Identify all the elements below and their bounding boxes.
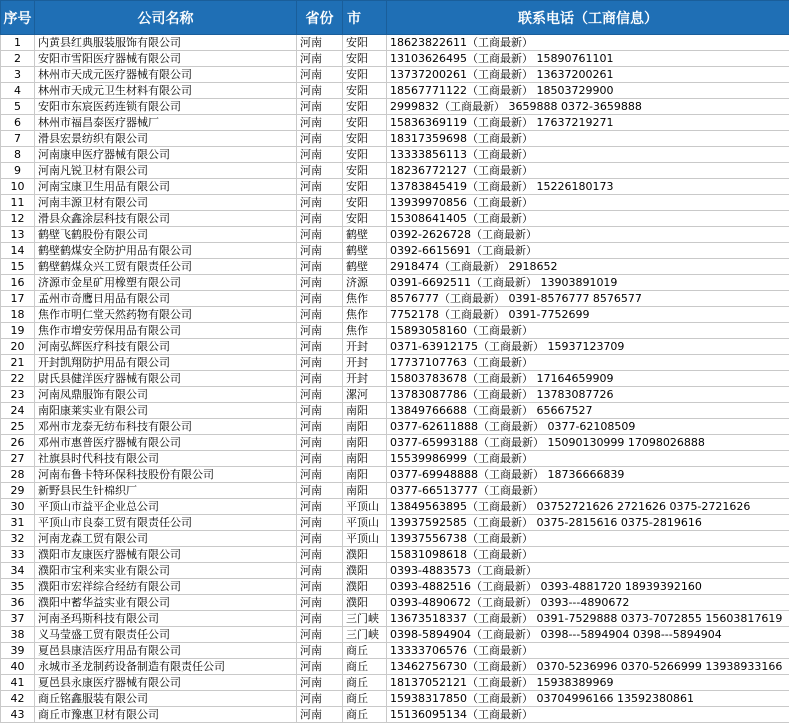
cell-company[interactable]: 鹤壁飞鹤股份有限公司 [35,227,297,243]
cell-province[interactable]: 河南 [297,499,343,515]
cell-seq[interactable]: 36 [1,595,35,611]
table-row [1,339,789,355]
cell-seq[interactable]: 32 [1,531,35,547]
cell-company[interactable]: 河南布鲁卡特环保科技股份有限公司 [35,467,297,483]
cell-province[interactable]: 河南 [297,547,343,563]
cell-phone[interactable]: 15831098618（工商最新） [387,547,789,563]
cell-company[interactable]: 河南弘辉医疗科技有限公司 [35,339,297,355]
cell-seq[interactable]: 20 [1,339,35,355]
cell-phone[interactable]: 0392-6615691（工商最新） [387,243,789,259]
cell-phone[interactable]: 0391-6692511（工商最新） 13903891019 [387,275,789,291]
cell-phone[interactable]: 0377-69948888（工商最新） 18736666839 [387,467,789,483]
header-phone[interactable]: 联系电话（工商信息） [387,1,789,35]
cell-city[interactable]: 焦作 [343,323,387,339]
cell-city[interactable]: 鹤壁 [343,243,387,259]
table-row [1,659,789,675]
cell-province[interactable]: 河南 [297,451,343,467]
cell-seq[interactable]: 6 [1,115,35,131]
cell-seq[interactable]: 29 [1,483,35,499]
cell-phone[interactable]: 13937592585（工商最新） 0375-2815616 0375-2819616 [387,515,789,531]
cell-company[interactable]: 尉氏县健洋医疗器械有限公司 [35,371,297,387]
table-row [1,483,789,499]
table-row [1,275,789,291]
cell-city[interactable]: 商丘 [343,659,387,675]
cell-city[interactable]: 开封 [343,339,387,355]
cell-seq[interactable]: 13 [1,227,35,243]
table-row [1,419,789,435]
cell-company[interactable]: 濮阳中蓄华益实业有限公司 [35,595,297,611]
cell-phone[interactable]: 13849563895（工商最新） 03752721626 2721626 0375-2721626 [387,499,789,515]
cell-phone[interactable]: 0393-4883573（工商最新） [387,563,789,579]
cell-phone[interactable]: 18317359698（工商最新） [387,131,789,147]
cell-seq[interactable]: 12 [1,211,35,227]
cell-company[interactable]: 夏邑县永康医疗器械有限公司 [35,675,297,691]
cell-province[interactable]: 河南 [297,67,343,83]
table-row [1,627,789,643]
cell-company[interactable]: 开封凯翔防护用品有限公司 [35,355,297,371]
table-row [1,115,789,131]
cell-phone[interactable]: 15136095134（工商最新） [387,707,789,723]
cell-city[interactable]: 济源 [343,275,387,291]
cell-city[interactable]: 安阳 [343,83,387,99]
cell-company[interactable]: 安阳市东宸医药连锁有限公司 [35,99,297,115]
cell-seq[interactable]: 17 [1,291,35,307]
cell-province[interactable]: 河南 [297,307,343,323]
cell-city[interactable]: 商丘 [343,707,387,723]
cell-province[interactable]: 河南 [297,483,343,499]
cell-phone[interactable]: 2999832（工商最新） 3659888 0372-3659888 [387,99,789,115]
cell-phone[interactable]: 13333706576（工商最新） [387,643,789,659]
cell-city[interactable]: 安阳 [343,131,387,147]
cell-company[interactable]: 河南凤鼎服饰有限公司 [35,387,297,403]
cell-phone[interactable]: 13937556738（工商最新） [387,531,789,547]
table-row [1,691,789,707]
cell-province[interactable]: 河南 [297,163,343,179]
cell-phone[interactable]: 2918474（工商最新） 2918652 [387,259,789,275]
cell-seq[interactable]: 18 [1,307,35,323]
table-row [1,147,789,163]
cell-company[interactable]: 河南康申医疗器械有限公司 [35,147,297,163]
cell-phone[interactable]: 13333856113（工商最新） [387,147,789,163]
cell-seq[interactable]: 33 [1,547,35,563]
cell-seq[interactable]: 19 [1,323,35,339]
cell-province[interactable]: 河南 [297,83,343,99]
cell-province[interactable]: 河南 [297,659,343,675]
table-row [1,547,789,563]
cell-city[interactable]: 鹤壁 [343,259,387,275]
header-row [1,1,789,35]
cell-company[interactable]: 新野县民生针棉织厂 [35,483,297,499]
table-row [1,451,789,467]
cell-seq[interactable]: 25 [1,419,35,435]
cell-province[interactable]: 河南 [297,419,343,435]
cell-province[interactable]: 河南 [297,179,343,195]
cell-province[interactable]: 河南 [297,707,343,723]
cell-city[interactable]: 开封 [343,371,387,387]
table-row [1,195,789,211]
cell-phone[interactable]: 0377-66513777（工商最新） [387,483,789,499]
cell-province[interactable]: 河南 [297,195,343,211]
cell-seq[interactable]: 43 [1,707,35,723]
cell-company[interactable]: 河南宝康卫生用品有限公司 [35,179,297,195]
cell-province[interactable]: 河南 [297,115,343,131]
cell-province[interactable]: 河南 [297,99,343,115]
table-row [1,51,789,67]
cell-seq[interactable]: 38 [1,627,35,643]
cell-province[interactable]: 河南 [297,595,343,611]
cell-phone[interactable]: 18236772127（工商最新） [387,163,789,179]
cell-province[interactable]: 河南 [297,51,343,67]
cell-city[interactable]: 开封 [343,355,387,371]
cell-company[interactable]: 滑县众鑫涂层科技有限公司 [35,211,297,227]
cell-seq[interactable]: 23 [1,387,35,403]
cell-phone[interactable]: 0393-4890672（工商最新） 0393---4890672 [387,595,789,611]
table-row [1,163,789,179]
cell-phone[interactable]: 18567771122（工商最新） 18503729900 [387,83,789,99]
table-row [1,707,789,723]
cell-company[interactable]: 南阳康莱实业有限公司 [35,403,297,419]
cell-phone[interactable]: 13462756730（工商最新） 0370-5236996 0370-5266999 13938933166 [387,659,789,675]
cell-province[interactable]: 河南 [297,147,343,163]
cell-phone[interactable]: 7752178（工商最新） 0391-7752699 [387,307,789,323]
cell-province[interactable]: 河南 [297,643,343,659]
table-row [1,595,789,611]
cell-province[interactable]: 河南 [297,131,343,147]
cell-phone[interactable]: 13103626495（工商最新） 15890761101 [387,51,789,67]
cell-city[interactable]: 安阳 [343,147,387,163]
table-row [1,371,789,387]
cell-city[interactable]: 南阳 [343,467,387,483]
cell-city[interactable]: 焦作 [343,307,387,323]
cell-company[interactable]: 社旗县时代科技有限公司 [35,451,297,467]
table-row [1,211,789,227]
table-row [1,323,789,339]
cell-company[interactable]: 商丘市豫惠卫材有限公司 [35,707,297,723]
cell-province[interactable]: 河南 [297,35,343,51]
cell-province[interactable]: 河南 [297,531,343,547]
cell-city[interactable]: 安阳 [343,115,387,131]
table-row [1,643,789,659]
cell-company[interactable]: 焦作市明仁堂天然药物有限公司 [35,307,297,323]
cell-province[interactable]: 河南 [297,291,343,307]
cell-seq[interactable]: 37 [1,611,35,627]
cell-company[interactable]: 林州市天成元医疗器械有限公司 [35,67,297,83]
cell-city[interactable]: 安阳 [343,67,387,83]
cell-province[interactable]: 河南 [297,387,343,403]
cell-city[interactable]: 平顶山 [343,531,387,547]
cell-seq[interactable]: 39 [1,643,35,659]
cell-city[interactable]: 南阳 [343,483,387,499]
cell-city[interactable]: 安阳 [343,163,387,179]
table-row [1,67,789,83]
table-row [1,291,789,307]
cell-seq[interactable]: 3 [1,67,35,83]
cell-city[interactable]: 漯河 [343,387,387,403]
cell-province[interactable]: 河南 [297,371,343,387]
cell-seq[interactable]: 22 [1,371,35,387]
cell-company[interactable]: 林州市福昌泰医疗器械厂 [35,115,297,131]
cell-company[interactable]: 邓州市龙泰无纺布科技有限公司 [35,419,297,435]
table-row [1,355,789,371]
cell-seq[interactable]: 14 [1,243,35,259]
cell-province[interactable]: 河南 [297,435,343,451]
cell-seq[interactable]: 26 [1,435,35,451]
cell-phone[interactable]: 0377-62611888（工商最新） 0377-62108509 [387,419,789,435]
cell-city[interactable]: 安阳 [343,99,387,115]
cell-company[interactable]: 林州市天成元卫生材料有限公司 [35,83,297,99]
cell-province[interactable]: 河南 [297,323,343,339]
table-row [1,531,789,547]
table-row [1,259,789,275]
cell-phone[interactable]: 17737107763（工商最新） [387,355,789,371]
cell-seq[interactable]: 42 [1,691,35,707]
cell-city[interactable]: 商丘 [343,643,387,659]
cell-seq[interactable]: 1 [1,35,35,51]
cell-seq[interactable]: 2 [1,51,35,67]
cell-city[interactable]: 平顶山 [343,499,387,515]
cell-phone[interactable]: 18623822611（工商最新） [387,35,789,51]
cell-city[interactable]: 濮阳 [343,595,387,611]
cell-phone[interactable]: 0398-5894904（工商最新） 0398---5894904 0398---5894904 [387,627,789,643]
table-row [1,387,789,403]
table-row [1,243,789,259]
cell-company[interactable]: 河南圣玛斯科技有限公司 [35,611,297,627]
cell-seq[interactable]: 24 [1,403,35,419]
cell-phone[interactable]: 13783087786（工商最新） 13783087726 [387,387,789,403]
cell-province[interactable]: 河南 [297,339,343,355]
cell-province[interactable]: 河南 [297,227,343,243]
table-row [1,35,789,51]
cell-city[interactable]: 焦作 [343,291,387,307]
table-row [1,499,789,515]
cell-seq[interactable]: 9 [1,163,35,179]
table-row [1,467,789,483]
table-row [1,131,789,147]
cell-city[interactable]: 安阳 [343,179,387,195]
cell-seq[interactable]: 31 [1,515,35,531]
cell-company[interactable]: 平顶山市良泰工贸有限责任公司 [35,515,297,531]
cell-seq[interactable]: 5 [1,99,35,115]
cell-seq[interactable]: 7 [1,131,35,147]
cell-phone[interactable]: 15938317850（工商最新） 03704996166 13592380861 [387,691,789,707]
cell-city[interactable]: 濮阳 [343,579,387,595]
cell-city[interactable]: 南阳 [343,435,387,451]
cell-city[interactable]: 安阳 [343,211,387,227]
cell-seq[interactable]: 16 [1,275,35,291]
cell-seq[interactable]: 28 [1,467,35,483]
table-row [1,227,789,243]
cell-province[interactable]: 河南 [297,259,343,275]
cell-phone[interactable]: 15308641405（工商最新） [387,211,789,227]
cell-company[interactable]: 河南凡锐卫材有限公司 [35,163,297,179]
cell-seq[interactable]: 10 [1,179,35,195]
cell-phone[interactable]: 15836369119（工商最新） 17637219271 [387,115,789,131]
header-province[interactable]: 省份 [297,1,343,35]
cell-seq[interactable]: 15 [1,259,35,275]
table-row [1,403,789,419]
cell-city[interactable]: 鹤壁 [343,227,387,243]
cell-company[interactable]: 濮阳市友康医疗器械有限公司 [35,547,297,563]
cell-company[interactable]: 义马莹盛工贸有限责任公司 [35,627,297,643]
cell-phone[interactable]: 13737200261（工商最新） 13637200261 [387,67,789,83]
cell-company[interactable]: 夏邑县康洁医疗用品有限公司 [35,643,297,659]
cell-city[interactable]: 南阳 [343,451,387,467]
cell-phone[interactable]: 15539986999（工商最新） [387,451,789,467]
cell-phone[interactable]: 13783845419（工商最新） 15226180173 [387,179,789,195]
cell-city[interactable]: 南阳 [343,403,387,419]
table-row [1,515,789,531]
header-city[interactable]: 市 [343,1,387,35]
cell-company[interactable]: 河南丰源卫材有限公司 [35,195,297,211]
cell-city[interactable]: 濮阳 [343,547,387,563]
cell-company[interactable]: 鹤壁鹤煤安全防护用品有限公司 [35,243,297,259]
cell-seq[interactable]: 27 [1,451,35,467]
cell-company[interactable]: 邓州市惠普医疗器械有限公司 [35,435,297,451]
cell-company[interactable]: 济源市金星矿用橡塑有限公司 [35,275,297,291]
cell-province[interactable]: 河南 [297,355,343,371]
cell-phone[interactable]: 13673518337（工商最新） 0391-7529888 0373-7072855 15603817619 [387,611,789,627]
header-company[interactable]: 公司名称 [35,1,297,35]
table-body [1,35,789,723]
cell-province[interactable]: 河南 [297,275,343,291]
cell-province[interactable]: 河南 [297,515,343,531]
table-row [1,99,789,115]
cell-company[interactable]: 平顶山市益平企业总公司 [35,499,297,515]
cell-phone[interactable]: 0392-2626728（工商最新） [387,227,789,243]
cell-province[interactable]: 河南 [297,211,343,227]
cell-province[interactable]: 河南 [297,243,343,259]
cell-phone[interactable]: 15893058160（工商最新） [387,323,789,339]
cell-province[interactable]: 河南 [297,563,343,579]
cell-company[interactable]: 焦作市增安劳保用品有限公司 [35,323,297,339]
cell-city[interactable]: 濮阳 [343,563,387,579]
cell-seq[interactable]: 35 [1,579,35,595]
cell-city[interactable]: 平顶山 [343,515,387,531]
cell-seq[interactable]: 41 [1,675,35,691]
table-row [1,675,789,691]
cell-seq[interactable]: 21 [1,355,35,371]
table-row [1,83,789,99]
cell-province[interactable]: 河南 [297,579,343,595]
table-row [1,579,789,595]
table-row [1,563,789,579]
cell-city[interactable]: 三门峡 [343,611,387,627]
table-row [1,179,789,195]
cell-city[interactable]: 商丘 [343,691,387,707]
cell-phone[interactable]: 13849766688（工商最新） 65667527 [387,403,789,419]
cell-company[interactable]: 濮阳市宏祥综合经纺有限公司 [35,579,297,595]
cell-company[interactable]: 商丘铭鑫服装有限公司 [35,691,297,707]
cell-province[interactable]: 河南 [297,675,343,691]
cell-seq[interactable]: 34 [1,563,35,579]
cell-city[interactable]: 安阳 [343,51,387,67]
header-seq[interactable]: 序号 [1,1,35,35]
cell-province[interactable]: 河南 [297,611,343,627]
cell-company[interactable]: 鹤壁鹤煤众兴工贸有限责任公司 [35,259,297,275]
cell-company[interactable]: 内黄县红典服装服饰有限公司 [35,35,297,51]
cell-city[interactable]: 商丘 [343,675,387,691]
cell-phone[interactable]: 0371-63912175（工商最新） 15937123709 [387,339,789,355]
cell-company[interactable]: 永城市圣龙制药设备制造有限责任公司 [35,659,297,675]
cell-province[interactable]: 河南 [297,467,343,483]
cell-company[interactable]: 孟州市奇鹰日用品有限公司 [35,291,297,307]
table-row [1,435,789,451]
table-row [1,307,789,323]
cell-company[interactable]: 河南龙森工贸有限公司 [35,531,297,547]
cell-city[interactable]: 安阳 [343,35,387,51]
cell-province[interactable]: 河南 [297,691,343,707]
cell-city[interactable]: 三门峡 [343,627,387,643]
cell-phone[interactable]: 0393-4882516（工商最新） 0393-4881720 18939392160 [387,579,789,595]
cell-company[interactable]: 濮阳市宝利来实业有限公司 [35,563,297,579]
cell-province[interactable]: 河南 [297,403,343,419]
cell-phone[interactable]: 15803783678（工商最新） 17164659909 [387,371,789,387]
cell-company[interactable]: 滑县宏景纺织有限公司 [35,131,297,147]
cell-seq[interactable]: 8 [1,147,35,163]
cell-seq[interactable]: 30 [1,499,35,515]
cell-province[interactable]: 河南 [297,627,343,643]
cell-seq[interactable]: 4 [1,83,35,99]
cell-city[interactable]: 南阳 [343,419,387,435]
cell-phone[interactable]: 0377-65993188（工商最新） 15090130999 17098026888 [387,435,789,451]
cell-seq[interactable]: 40 [1,659,35,675]
cell-city[interactable]: 安阳 [343,195,387,211]
cell-company[interactable]: 安阳市雪阳医疗器械有限公司 [35,51,297,67]
table-row [1,611,789,627]
cell-phone[interactable]: 8576777（工商最新） 0391-8576777 8576577 [387,291,789,307]
cell-phone[interactable]: 18137052121（工商最新） 15938389969 [387,675,789,691]
cell-phone[interactable]: 13939970856（工商最新） [387,195,789,211]
cell-seq[interactable]: 11 [1,195,35,211]
